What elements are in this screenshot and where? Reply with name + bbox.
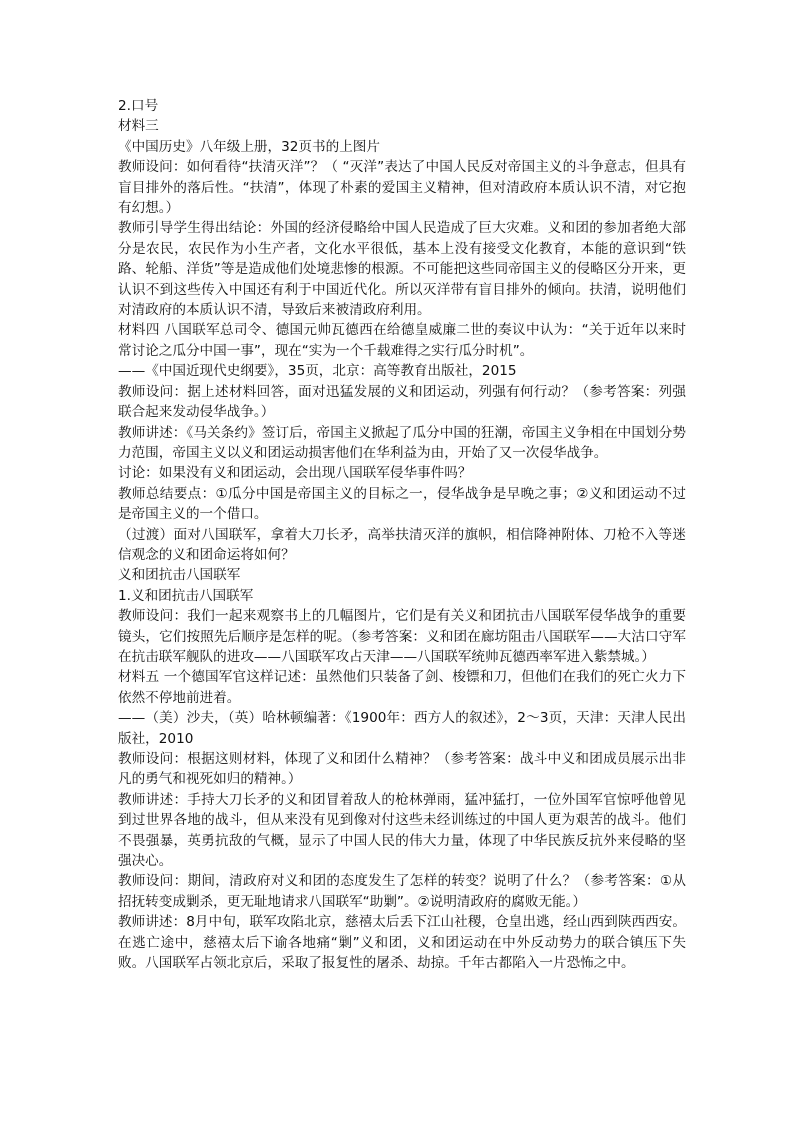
teacher-question: 教师设问：如何看待“扶清灭洋”？（ “灭洋”表达了中国人民反对帝国主义的斗争意志，但具有盲目排外的落后性。“扶清”，体现了朴素的爱国主义精神，但对清政府本质认识不清，对它抱有幻想。） (118, 159, 686, 217)
source-note: 《中国历史》八年级上册，32页书的上图片 (118, 138, 380, 155)
section-heading: 义和团抗击八国联军 (118, 567, 241, 584)
citation: ——《中国近现代史纲要》，35页，北京：高等教育出版社，2015 (118, 363, 517, 380)
material-quote: 材料四 八国联军总司令、德国元帅瓦德西在给德皇威廉二世的奏议中认为：“关于近年以来时常讨论之瓜分中国一事”，现在“实为一个千载难得之实行瓜分时机”。 (118, 322, 686, 359)
teacher-question: 教师设问：据上述材料回答，面对迅猛发展的义和团运动，列强有何行动？（参考答案：列强联合起来发动侵华战争。） (118, 383, 686, 421)
section-number: 2.口号 (118, 98, 159, 114)
teacher-narration: 教师讲述：8月中旬，联军攻陷北京，慈禧太后丢下江山社稷，仓皇出逃，经山西到陕西西安。在逃亡途中，慈禧太后下谕各地痛“剿”义和团，义和团运动在中外反动势力的联合镇压下失败。八国联军占领北京后，采取了报复性的屠杀、劫掠。千年古都陷入一片恐怖之中。 (118, 914, 686, 972)
discussion: 讨论：如果没有义和团运动，会出现八国联军侵华事件吗？ (118, 465, 472, 482)
teacher-narration: 教师讲述：手持大刀长矛的义和团冒着敌人的枪林弹雨，猛冲猛打，一位外国军官惊呼他曾见到过世界各地的战斗，但从来没有见到像对付这些未经训练过的中国人更为艰苦的战斗。他们不畏强暴，英勇抗敌的气概，显示了中国人民的伟大力量，体现了中华民族反抗外来侵略的坚强决心。 (118, 791, 686, 870)
material-label: 材料三 (118, 118, 159, 135)
teacher-narration: 教师讲述：《马关条约》签订后，帝国主义掀起了瓜分中国的狂潮，帝国主义争相在中国划分势力范围，帝国主义以义和团运动损害他们在华利益为由，开始了又一次侵华战争。 (118, 424, 686, 461)
teacher-question: 教师设问：根据这则材料，体现了义和团什么精神？（参考答案：战斗中义和团成员展示出非凡的勇气和视死如归的精神。） (118, 751, 686, 788)
subsection-heading: 1.义和团抗击八国联军 (118, 587, 254, 604)
material-quote: 材料五 一个德国军官这样记述：虽然他们只装备了剑、梭镖和刀，但他们在我们的死亡火力下依然不停地前进着。 (118, 669, 686, 706)
citation: ——（美）沙夫，（英）哈林顿编著：《1900年：西方人的叙述》，2～3页，天津：天津人民出版社，2010 (118, 710, 686, 747)
teacher-question: 教师设问：我们一起来观察书上的几幅图片，它们是有关义和团抗击八国联军侵华战争的重要镜头，它们按照先后顺序是怎样的呢。（参考答案：义和团在廊坊阻击八国联军——大沽口守军在抗击联军舰队的进攻——八国联军攻占天津——八国联军统帅瓦德西率军进入紫禁城。） (118, 608, 686, 665)
teacher-summary: 教师总结要点：①瓜分中国是帝国主义的目标之一，侵华战争是早晚之事；②义和团运动不过是帝国主义的一个借口。 (118, 485, 686, 523)
transition: （过渡）面对八国联军，拿着大刀长矛，高举扶清灭洋的旗帜，相信降神附体、刀枪不入等迷信观念的义和团命运将如何？ (118, 526, 686, 563)
document-page (118, 96, 686, 973)
teacher-question: 教师设问：期间，清政府对义和团的态度发生了怎样的转变？说明了什么？（参考答案：①从招抚转变成剿杀，更无耻地请求八国联军“助剿”。②说明清政府的腐败无能。） (118, 873, 686, 910)
teacher-conclusion: 教师引导学生得出结论：外国的经济侵略给中国人民造成了巨大灾难。义和团的参加者绝大部分是农民，农民作为小生产者，文化水平很低，基本上没有接受文化教育，本能的意识到“铁路、轮船、洋货”等是造成他们处境悲惨的根源。不可能把这些同帝国主义的侵略区分开来，更认识不到这些传入中国还有利于中国近代化。所以灭洋带有盲目排外的倾向。扶清，说明他们对清政府的本质认识不清，导致后来被清政府利用。 (118, 220, 686, 319)
